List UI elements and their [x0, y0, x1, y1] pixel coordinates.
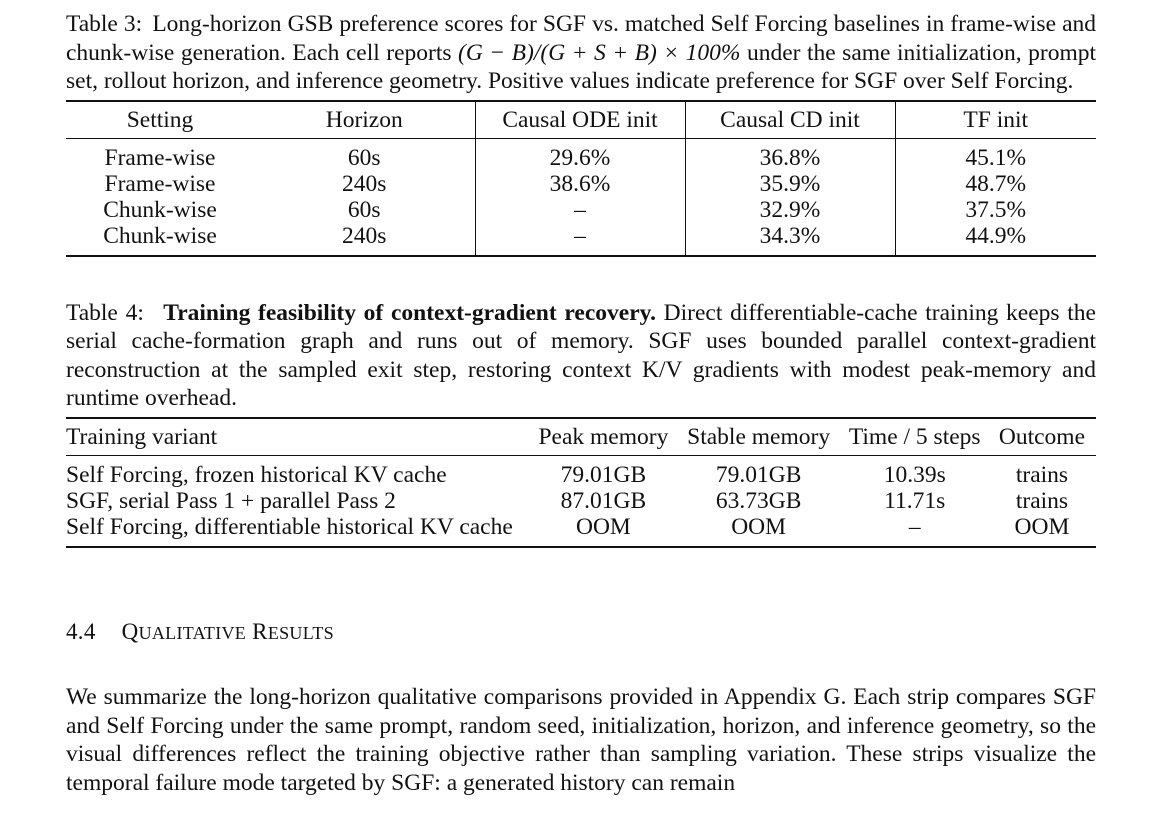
table-cell: Chunk-wise	[103, 196, 217, 223]
table3-col-ode: Causal ODE init	[475, 101, 685, 139]
section-title-r: R	[252, 618, 268, 644]
table-cell: 32.9%	[685, 197, 895, 223]
table-cell: 10.39s	[883, 461, 946, 488]
table3-col-horizon: Horizon	[254, 101, 475, 139]
table-cell: 79.01GB	[560, 461, 647, 488]
section-heading	[66, 618, 1096, 648]
table-cell: 34.3%	[685, 223, 895, 256]
table3-col-tf: TF init	[895, 101, 1096, 139]
body-paragraph: We summarize the long-horizon qualitative comparisons provided in Appendix G. Each strip compares SGF and Self Forcing under the same prompt, random seed, initialization, horizon, and inference geometry, so the visual differences reflect the training objective rather than sampling variation. These strips visualize the temporal failure mode targeted by SGF: a generated history can remain	[66, 684, 1096, 796]
table-cell: 63.73GB	[715, 487, 802, 514]
table4-col-variant: Training variant	[66, 418, 529, 456]
table-cell: 79.01GB	[715, 461, 802, 488]
table-cell: 37.5%	[895, 197, 1096, 223]
table-cell: Self Forcing, frozen historical KV cache	[66, 461, 447, 488]
table-cell: –	[908, 513, 921, 540]
table3-col-setting: Setting	[66, 101, 254, 139]
table4	[66, 417, 1096, 548]
table-cell: 240s	[342, 222, 387, 249]
table4-col-outcome: Outcome	[990, 418, 1096, 456]
table4-header-row	[66, 418, 1096, 456]
table3	[66, 100, 1096, 257]
table-cell: 29.6%	[475, 138, 685, 171]
table3-header-row	[66, 101, 1096, 139]
table-row	[66, 223, 1096, 256]
section-title-ualitative: UALITATIVE	[138, 622, 247, 643]
table-cell: 48.7%	[895, 171, 1096, 197]
table-cell: OOM	[575, 513, 631, 540]
table-row	[66, 514, 1096, 547]
section-title-esults: ESULTS	[267, 622, 334, 643]
table4-col-peak: Peak memory	[529, 418, 678, 456]
table-cell: 35.9%	[685, 171, 895, 197]
table-cell: –	[475, 223, 685, 256]
table-cell: 38.6%	[475, 171, 685, 197]
table-row	[66, 197, 1096, 223]
table-cell: 44.9%	[895, 223, 1096, 256]
table-cell: 60s	[347, 144, 381, 171]
section-number: 4.4	[66, 618, 96, 644]
table-cell: Frame-wise	[104, 170, 216, 197]
table-row	[66, 138, 1096, 171]
table-row	[66, 171, 1096, 197]
table3-col-cd: Causal CD init	[685, 101, 895, 139]
table3-formula: (G − B)/(G + S + B) × 100%	[458, 39, 741, 66]
table-cell: trains	[1015, 487, 1069, 514]
table4-title: Training feasibility of context-gradient recovery.	[163, 299, 656, 326]
section-title-q: Q	[121, 618, 139, 644]
table-cell: trains	[1015, 461, 1069, 488]
table4-col-stable: Stable memory	[678, 418, 840, 456]
table-cell: –	[475, 197, 685, 223]
table-cell: 36.8%	[685, 138, 895, 171]
table-cell: 240s	[342, 170, 387, 197]
table-cell: OOM	[1014, 513, 1070, 540]
table-cell: 45.1%	[895, 138, 1096, 171]
table-cell: 60s	[347, 196, 381, 223]
table-row	[66, 455, 1096, 488]
table3-caption-text-a: Long-horizon GSB preference scores for SGF vs. matched Self Forcing baselines in frame-wise and chunk-wise generation. Each cell reports	[66, 11, 1097, 66]
table-row	[66, 488, 1096, 514]
table-cell: Chunk-wise	[103, 222, 217, 249]
table-cell: 11.71s	[884, 487, 946, 514]
table-cell: OOM	[731, 513, 787, 540]
table3-caption	[66, 10, 1096, 96]
table4-caption-text: Direct differentiable-cache training keeps the serial cache-formation graph and runs out of memory. SGF uses bounded parallel context-gradient reconstruction at the sampled exit step, restoring context K/V gradients with modest peak-memory and runtime overhead.	[66, 299, 1096, 411]
table-cell: SGF, serial Pass 1 + parallel Pass 2	[66, 487, 396, 514]
table-cell: Frame-wise	[104, 144, 216, 171]
table3-caption-text-b: under the same initialization, prompt set, rollout horizon, and inference geometry. Positive values indicate preference for SGF over Self Forcing.	[66, 39, 1096, 94]
table4-col-time: Time / 5 steps	[840, 418, 990, 456]
paper-page	[66, 10, 1096, 821]
table4-label: Table 4:	[66, 299, 144, 326]
table3-label: Table 3:	[66, 11, 143, 37]
table-cell: 87.01GB	[560, 487, 647, 514]
table-cell: Self Forcing, differentiable historical KV cache	[66, 513, 513, 540]
table4-caption	[66, 299, 1096, 413]
